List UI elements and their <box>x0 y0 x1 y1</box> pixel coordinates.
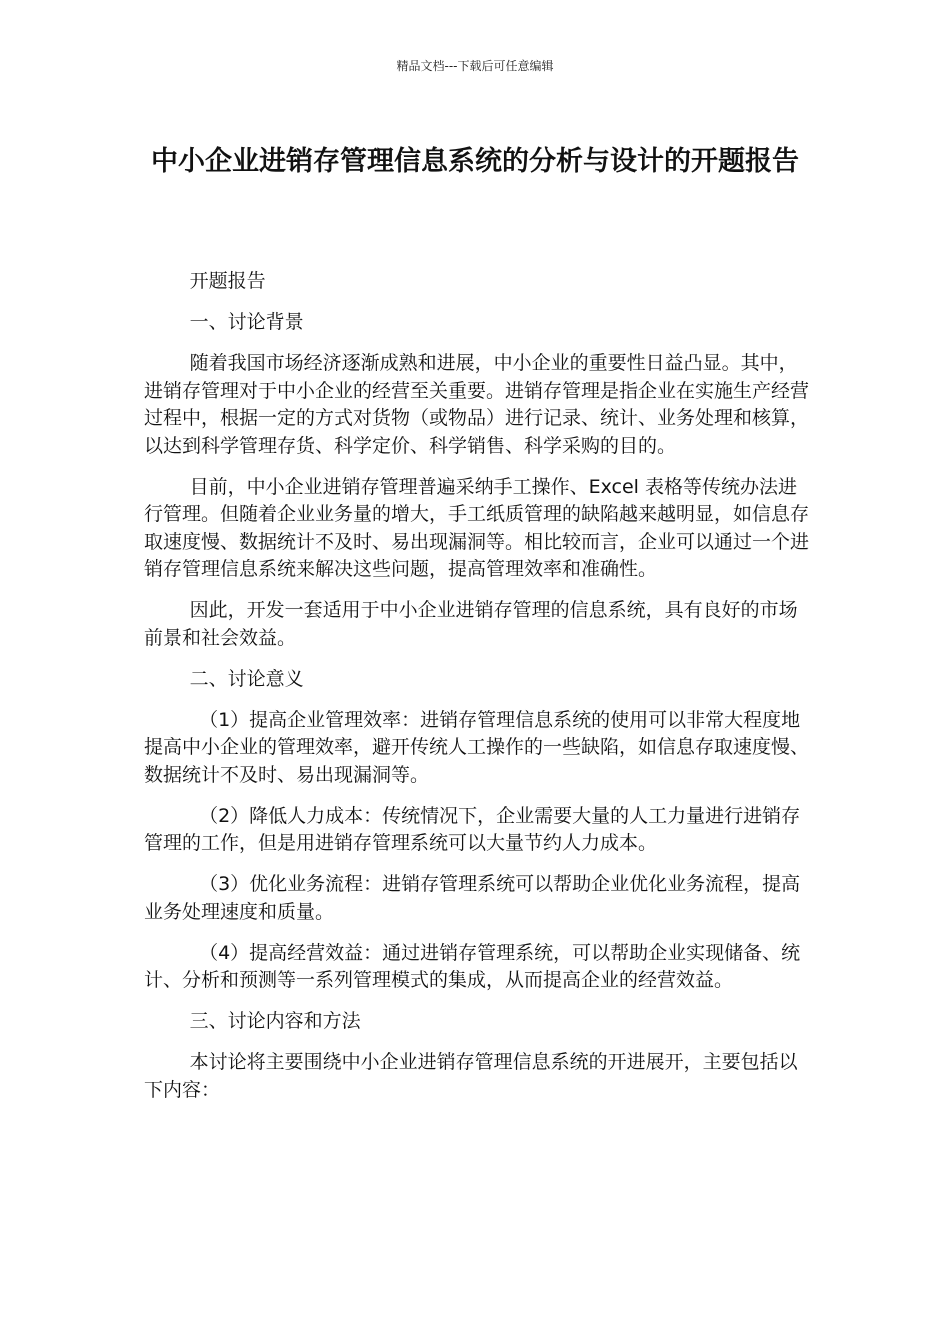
document-title: 中小企业进销存管理信息系统的分析与设计的开题报告 <box>151 146 799 177</box>
list-item-significance-4: （4）提高经营效益：通过进销存管理系统，可以帮助企业实现储备、统计、分析和预测等一系列管理模式的集成，从而提高企业的经营效益。 <box>144 941 801 991</box>
list-item-significance-2: （2）降低人力成本：传统情况下，企业需要大量的人工力量进行进销存管理的工作，但是用进销存管理系统可以大量节约人力成本。 <box>144 804 801 854</box>
paragraph-background-2: 目前，中小企业进销存管理普遍采纳手工操作、Excel 表格等传统办法进行管理。但随着企业业务量的增大，手工纸质管理的缺陷越来越明显，如信息存取速度慢、数据统计不及时、易出现漏洞等。相比较而言，企业可以通过一个进销存管理信息系统来解决这些问题，提高管理效率和准确性。 <box>144 475 810 580</box>
paragraph-background-1: 随着我国市场经济逐渐成熟和进展，中小企业的重要性日益凸显。其中，进销存管理对于中小企业的经营至关重要。进销存管理是指企业在实施生产经营过程中，根据一定的方式对货物（或物品）进行记录、统计、业务处理和核算，以达到科学管理存货、科学定价、科学销售、科学采购的目的。 <box>144 352 810 457</box>
section-heading-background: 一、讨论背景 <box>189 311 304 333</box>
list-item-significance-3: （3）优化业务流程：进销存管理系统可以帮助企业优化业务流程，提高业务处理速度和质量。 <box>144 873 801 923</box>
section-heading-significance: 二、讨论意义 <box>189 667 304 690</box>
section-label-proposal: 开题报告 <box>189 270 266 292</box>
header-note: 精品文档---下载后可任意编辑 <box>396 59 554 73</box>
section-heading-content-methods: 三、讨论内容和方法 <box>189 1010 361 1032</box>
paragraph-content-intro: 本讨论将主要围绕中小企业进销存管理信息系统的开进展开，主要包括以下内容： <box>144 1051 798 1101</box>
document-body <box>144 268 814 1118</box>
list-item-significance-1: （1）提高企业管理效率：进销存管理信息系统的使用可以非常大程度地提高中小企业的管理效率，避开传统人工操作的一些缺陷，如信息存取速度慢、数据统计不及时、易出现漏洞等。 <box>144 708 810 786</box>
paragraph-background-3: 因此，开发一套适用于中小企业进销存管理的信息系统，具有良好的市场前景和社会效益。 <box>144 599 798 649</box>
